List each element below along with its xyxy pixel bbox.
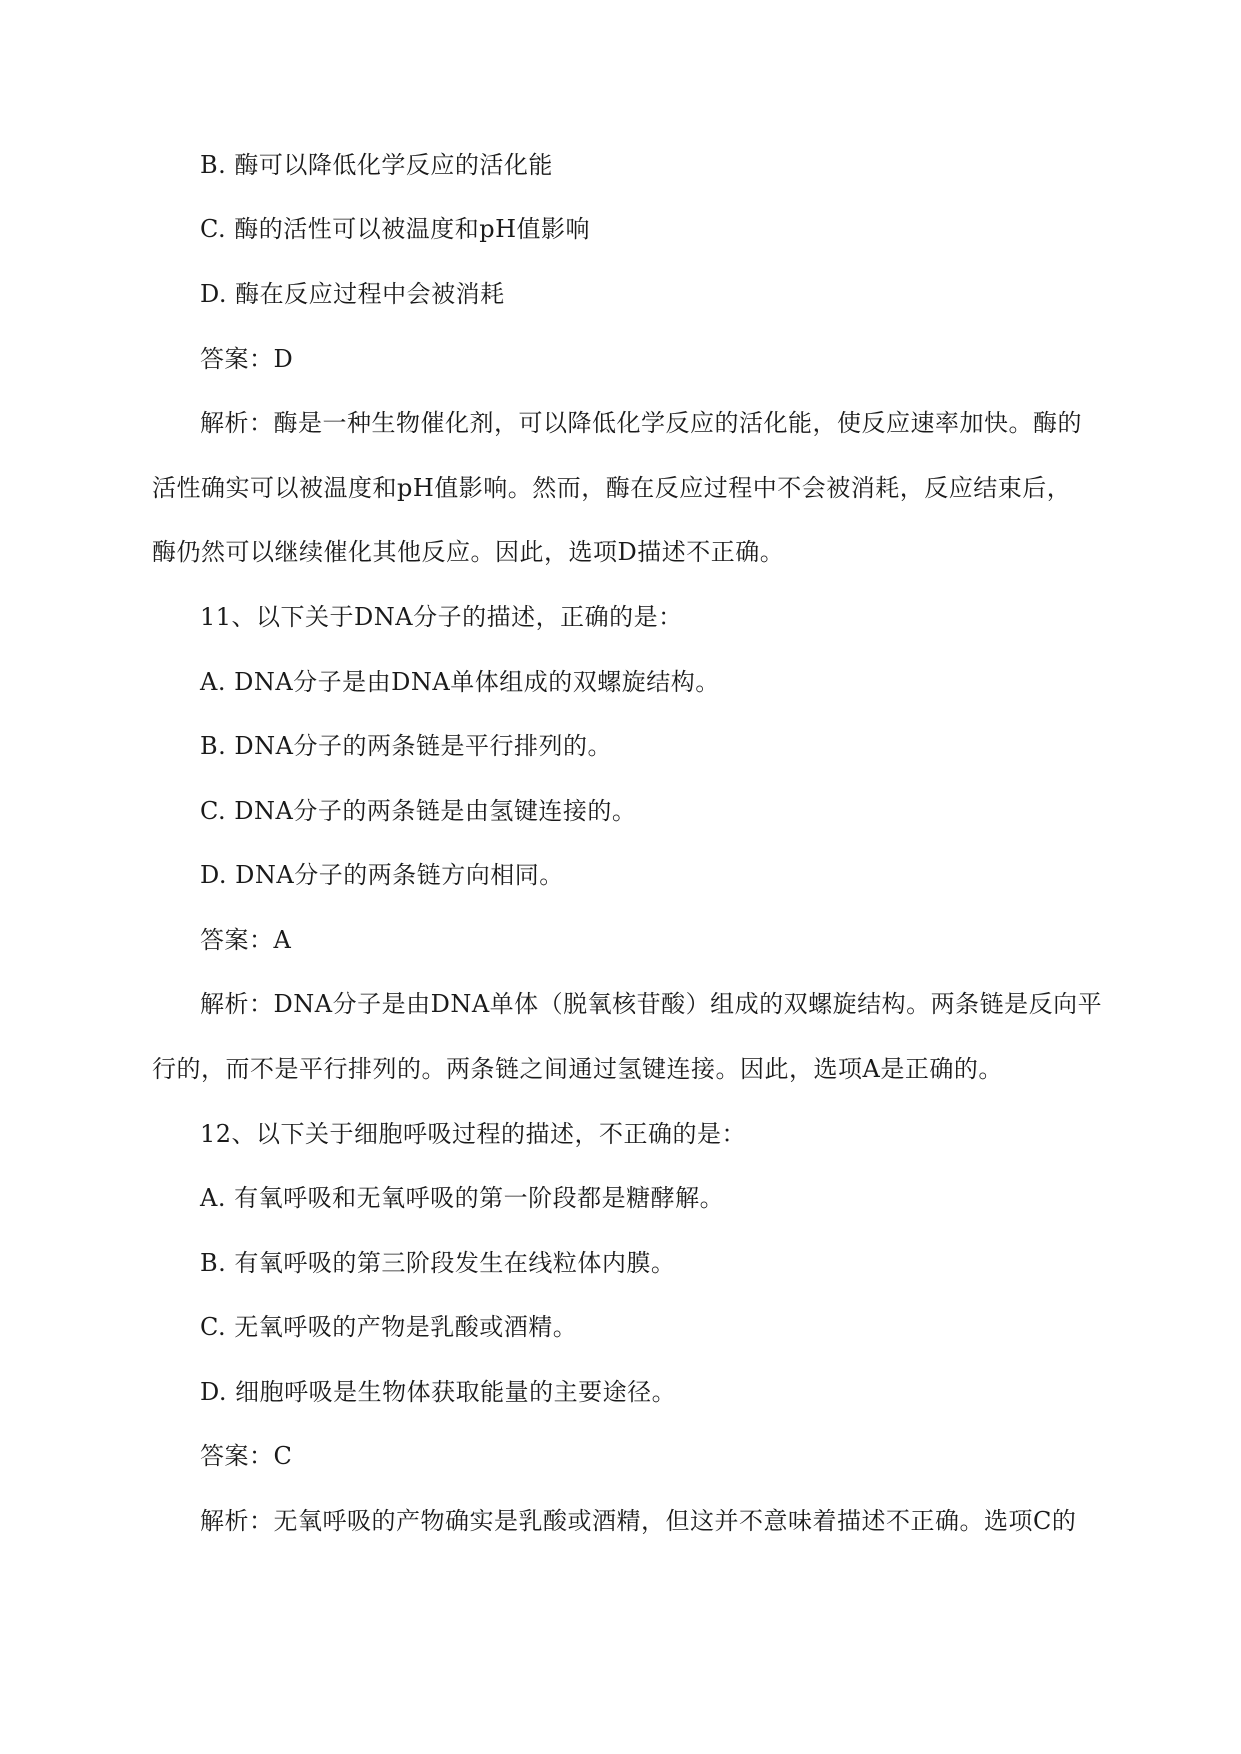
q11-option-a: A. DNA分子是由DNA单体组成的双螺旋结构。: [200, 668, 720, 696]
q12-question: 12、以下关于细胞呼吸过程的描述，不正确的是：: [200, 1120, 747, 1148]
q11-option-d: D. DNA分子的两条链方向相同。: [200, 861, 564, 889]
q10-answer: 答案：D: [200, 345, 294, 373]
q10-explanation-line-1: 解析：酶是一种生物催化剂，可以降低化学反应的活化能，使反应速率加快。酶的: [200, 409, 1082, 437]
q10-option-c: C. 酶的活性可以被温度和pH值影响: [200, 215, 591, 243]
q10-explanation-line-2: 活性确实可以被温度和pH值影响。然而，酶在反应过程中不会被消耗，反应结束后，: [152, 474, 1072, 502]
q11-option-b: B. DNA分子的两条链是平行排列的。: [200, 732, 612, 760]
q12-answer: 答案：C: [200, 1442, 293, 1470]
q11-explanation-line-2: 行的，而不是平行排列的。两条链之间通过氢键连接。因此，选项A是正确的。: [152, 1055, 1003, 1083]
q10-option-d: D. 酶在反应过程中会被消耗: [200, 280, 505, 308]
q11-question: 11、以下关于DNA分子的描述，正确的是：: [200, 603, 683, 631]
q12-explanation-line-1: 解析：无氧呼吸的产物确实是乳酸或酒精，但这并不意味着描述不正确。选项C的: [200, 1507, 1077, 1535]
q10-explanation-line-3: 酶仍然可以继续催化其他反应。因此，选项D描述不正确。: [152, 538, 785, 566]
q12-option-b: B. 有氧呼吸的第三阶段发生在线粒体内膜。: [200, 1249, 676, 1277]
q12-option-d: D. 细胞呼吸是生物体获取能量的主要途径。: [200, 1378, 677, 1406]
q11-answer: 答案：A: [200, 926, 292, 954]
q10-option-b: B. 酶可以降低化学反应的活化能: [200, 151, 553, 179]
q12-option-c: C. 无氧呼吸的产物是乳酸或酒精。: [200, 1313, 578, 1341]
q11-explanation-line-1: 解析：DNA分子是由DNA单体（脱氧核苷酸）组成的双螺旋结构。两条链是反向平: [200, 990, 1103, 1018]
q11-option-c: C. DNA分子的两条链是由氢键连接的。: [200, 797, 637, 825]
q12-option-a: A. 有氧呼吸和无氧呼吸的第一阶段都是糖酵解。: [200, 1184, 725, 1212]
